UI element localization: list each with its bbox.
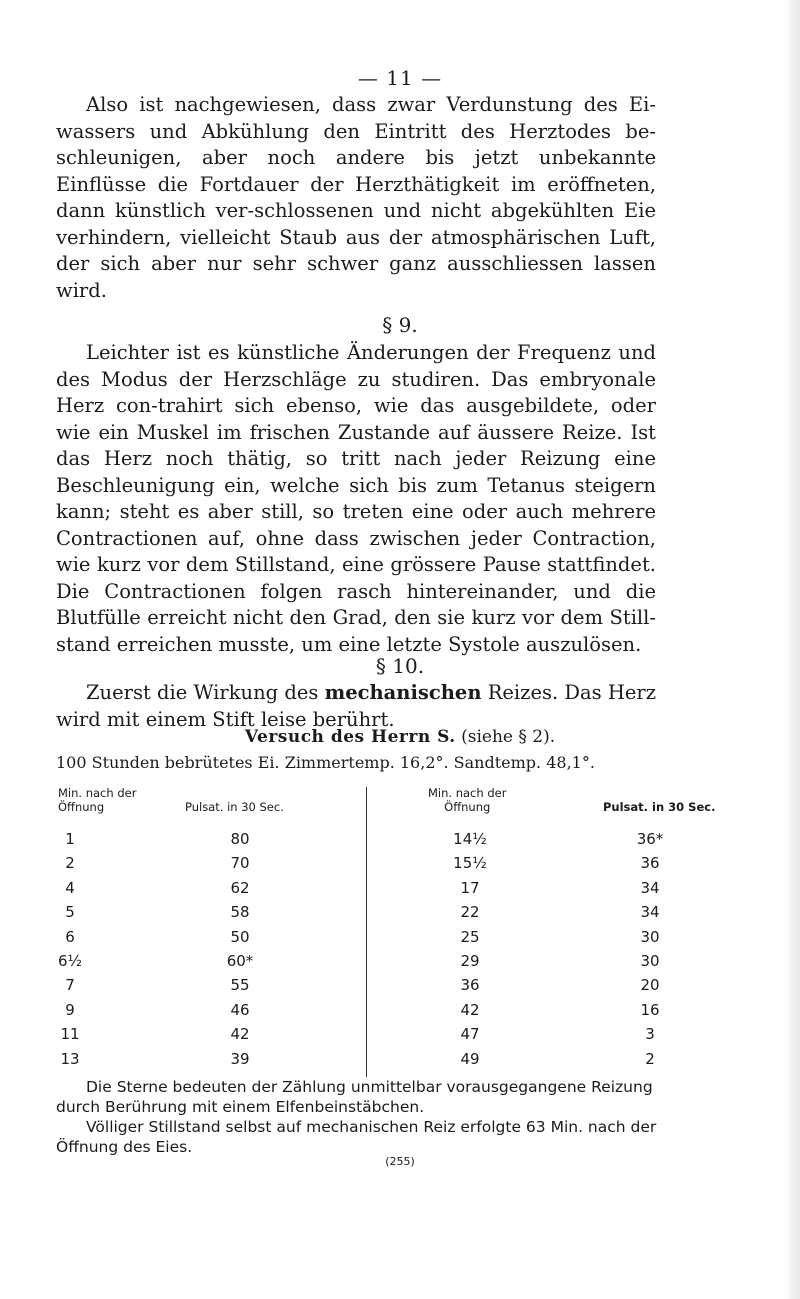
table-cell-puls: 36 [640, 854, 660, 873]
table-cell-puls: 16 [640, 1000, 660, 1019]
col-header-min-right-line2: Öffnung [444, 800, 491, 814]
col-header-puls-left: Pulsat. in 30 Sec. [185, 800, 284, 814]
section-10-heading: § 10. [375, 654, 425, 678]
section-10-body [56, 680, 656, 733]
section-10-text [56, 680, 656, 733]
table-cell-puls: 3 [645, 1025, 655, 1044]
table-cell-min: 15½ [453, 854, 487, 873]
col-header-puls-right: Pulsat. in 30 Sec. [603, 800, 716, 814]
page-edge-shadow [786, 0, 800, 1299]
table-cell-puls: 30 [640, 927, 660, 946]
col-header-min-right-line1: Min. nach der [428, 786, 507, 800]
table-cell-min: 1 [65, 830, 75, 848]
table-cell-min: 22 [460, 903, 480, 922]
table-cell-min: 25 [460, 927, 480, 946]
table-cell-min: 7 [65, 976, 75, 995]
table-cell-puls: 50 [230, 927, 250, 946]
table-cell-min: 9 [65, 1000, 75, 1019]
table-cell-puls: 80 [230, 830, 250, 848]
table-cell-min: 47 [460, 1025, 480, 1044]
table-cell-puls: 30 [640, 952, 660, 970]
table-cell-min: 6 [65, 927, 75, 946]
table-cell-puls: 70 [230, 854, 250, 873]
table-cell-min: 29 [460, 952, 480, 970]
table-cell-puls: 36* [636, 830, 664, 848]
table-cell-min: 11 [60, 1025, 80, 1044]
table-cell-min: 13 [60, 1049, 80, 1068]
table-cell-puls: 20 [640, 976, 660, 995]
paragraph-intro [56, 92, 656, 304]
table-cell-min: 4 [65, 878, 75, 897]
table-cell-puls: 34 [640, 903, 660, 922]
footer-page-id: (255) [385, 1155, 415, 1168]
table-notes [56, 1077, 666, 1157]
col-header-min-left-line2: Öffnung [58, 800, 105, 814]
table-cell-min: 14½ [453, 830, 487, 848]
section-9-heading: § 9. [382, 313, 418, 337]
col-header-min-left [58, 786, 136, 814]
table-cell-min: 36 [460, 976, 480, 995]
table-cell-puls: 39 [230, 1049, 250, 1068]
table-cell-min: 5 [65, 903, 75, 922]
experiment-title-bold: Versuch des Herrn S. [244, 727, 456, 747]
section-10-text-bold: mechanischen [324, 681, 482, 704]
table-note-stars: Die Sterne bedeuten der Zählung unmittelbar vorausgegangene Reizung durch Berührung mit einem Elfenbeinstäbchen. [56, 1078, 653, 1116]
table-cell-min: 49 [460, 1049, 480, 1068]
col-header-min-right [428, 786, 506, 814]
table-cell-puls: 60* [226, 952, 254, 970]
section-9-body [56, 340, 656, 658]
col-header-min-left-line1: Min. nach der [58, 786, 137, 800]
section-10-text-b: Reizes. Das Herz wird mit einem Stift leise berührt. [56, 681, 656, 731]
page-number: — 11 — [357, 66, 443, 90]
experiment-title-ref: (siehe § 2). [455, 727, 556, 747]
experiment-title [0, 727, 800, 747]
table-cell-min: 17 [460, 878, 480, 897]
table-cell-puls: 2 [645, 1049, 655, 1068]
table-cell-puls: 62 [230, 878, 250, 897]
table-cell-puls: 46 [230, 1000, 250, 1019]
section-10-text-a: Zuerst die Wirkung des [86, 681, 325, 704]
table-cell-puls: 34 [640, 878, 660, 897]
table-divider [366, 787, 367, 1077]
section-9-text: Leichter ist es künstliche Änderungen der Frequenz und des Modus der Herzschläge zu studiren. Das embryonale Herz con-trahirt sich ebenso, wie das ausgebildete, oder wie ein Muskel im frischen Zustande auf äussere Reize. Ist das Herz noch thätig, so tritt nach jeder Reizung eine Beschleunigung ein, welche sich bis zum Tetanus steigern kann; steht es aber still, so treten eine oder auch mehrere Contractionen auf, ohne dass zwischen jeder Contraction, wie kurz vor dem Stillstand, eine grössere Pause stattfindet. Die Contractionen folgen rasch hintereinander, und die Blutfülle erreicht nicht den Grad, den sie kurz vor dem Still-stand erreichen musste, um eine letzte Systole auszulösen. [56, 341, 656, 656]
paragraph-intro-text: Also ist nachgewiesen, dass zwar Verdunstung des Ei-wassers und Abkühlung den Eintritt des Herztodes be-schleunigen, aber noch andere bis jetzt unbekannte Einflüsse die Fortdauer der Herzthätigkeit im eröffneten, dann künstlich ver-schlossenen und nicht abgekühlten Eie verhindern, vielleicht Staub aus der atmosphärischen Luft, der sich aber nur sehr schwer ganz ausschliessen lassen wird. [56, 93, 656, 302]
table-note-stillstand: Völliger Stillstand selbst auf mechanischen Reiz erfolgte 63 Min. nach der Öffnung des Eies. [56, 1118, 657, 1156]
table-cell-min: 2 [65, 854, 75, 873]
table-cell-puls: 58 [230, 903, 250, 922]
table-cell-puls: 55 [230, 976, 250, 995]
table-cell-min: 42 [460, 1000, 480, 1019]
table-cell-min: 6½ [57, 952, 83, 970]
table-cell-puls: 42 [230, 1025, 250, 1044]
experiment-subtitle: 100 Stunden bebrütetes Ei. Zimmertemp. 16,2°. Sandtemp. 48,1°. [56, 753, 595, 772]
